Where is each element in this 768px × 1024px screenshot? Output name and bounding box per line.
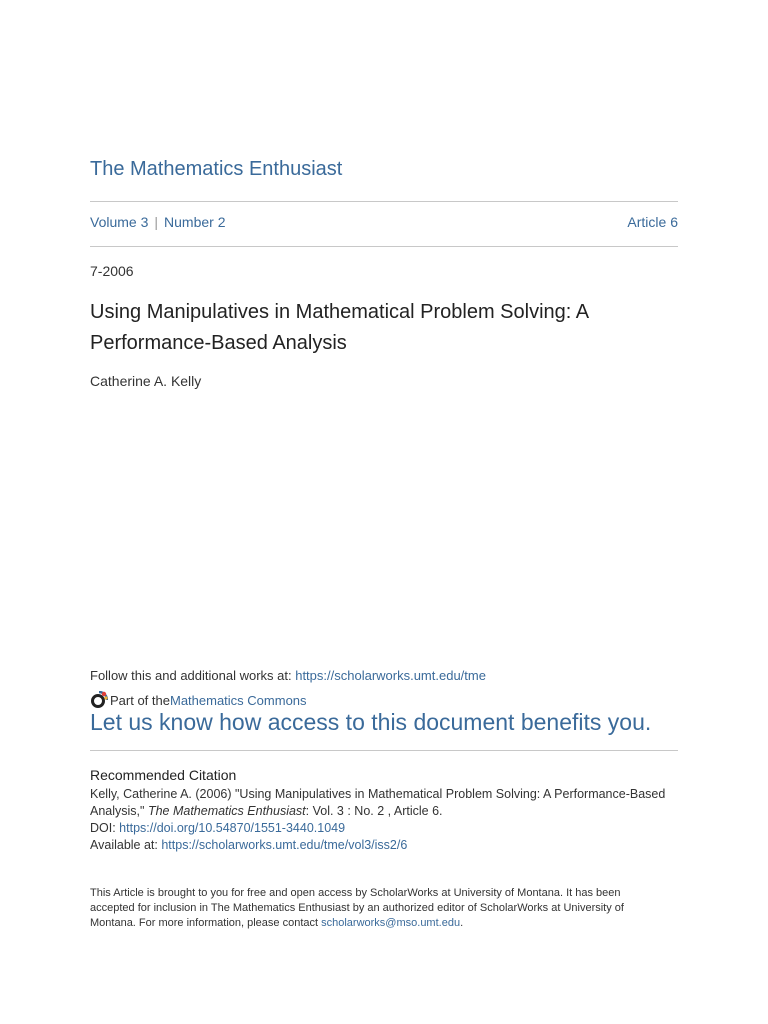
- citation-available: [90, 837, 690, 854]
- citation-block: [90, 786, 690, 854]
- follow-url-link[interactable]: https://scholarworks.umt.edu/tme: [295, 668, 486, 683]
- citation-heading: Recommended Citation: [90, 767, 237, 783]
- mathematics-commons-link[interactable]: Mathematics Commons: [169, 692, 307, 708]
- available-link[interactable]: https://scholarworks.umt.edu/tme/vol3/iss2/6: [161, 838, 408, 852]
- doi-link[interactable]: https://doi.org/10.54870/1551-3440.1049: [119, 821, 346, 835]
- number-link[interactable]: Number 2: [164, 214, 226, 230]
- citation-divider: [90, 750, 678, 751]
- citation-line2: [90, 803, 690, 820]
- part-of-label: Part of the: [110, 692, 170, 708]
- article-link[interactable]: Article 6: [627, 214, 678, 230]
- article-title-line1: Using Manipulatives in Mathematical Problem Solving: A: [90, 301, 590, 323]
- part-of-line: [90, 691, 307, 709]
- doi-label: DOI:: [90, 821, 120, 835]
- footer-line2: accepted for inclusion in The Mathematics Enthusiast by an authorized editor of ScholarWorks at University of: [90, 902, 624, 914]
- commons-network-icon: [90, 691, 108, 709]
- access-footer: [90, 886, 680, 931]
- publication-date: 7-2006: [90, 263, 134, 279]
- available-label: Available at:: [90, 838, 162, 852]
- citation-line1: Kelly, Catherine A. (2006) "Using Manipulatives in Mathematical Problem Solving: A Performance-Based: [90, 787, 666, 801]
- citation-doi: [90, 820, 690, 837]
- issue-separator: |: [154, 214, 159, 230]
- contact-email-link[interactable]: scholarworks@mso.umt.edu: [321, 917, 461, 929]
- footer-line1: This Article is brought to you for free and open access by ScholarWorks at University of Montana. It has been: [90, 887, 621, 899]
- feedback-link[interactable]: Let us know how access to this document benefits you.: [90, 709, 652, 735]
- follow-line: [90, 668, 486, 683]
- issue-row: [90, 214, 678, 230]
- citation-line2-prefix: Analysis,": [90, 804, 148, 818]
- footer-line3-prefix: Montana. For more information, please contact: [90, 917, 322, 929]
- top-divider: [90, 201, 678, 202]
- citation-journal-name: The Mathematics Enthusiast: [147, 804, 306, 818]
- footer-line3: [90, 916, 680, 931]
- journal-title-link[interactable]: The Mathematics Enthusiast: [90, 158, 343, 180]
- article-title: [90, 297, 678, 359]
- article-title-line2: Performance-Based Analysis: [90, 332, 347, 354]
- article-author: Catherine A. Kelly: [90, 373, 202, 389]
- citation-line2-suffix: : Vol. 3 : No. 2 , Article 6.: [305, 804, 443, 818]
- issue-divider: [90, 246, 678, 247]
- footer-line3-suffix: .: [460, 917, 464, 929]
- volume-link[interactable]: Volume 3: [90, 214, 149, 230]
- follow-label: Follow this and additional works at:: [90, 668, 296, 683]
